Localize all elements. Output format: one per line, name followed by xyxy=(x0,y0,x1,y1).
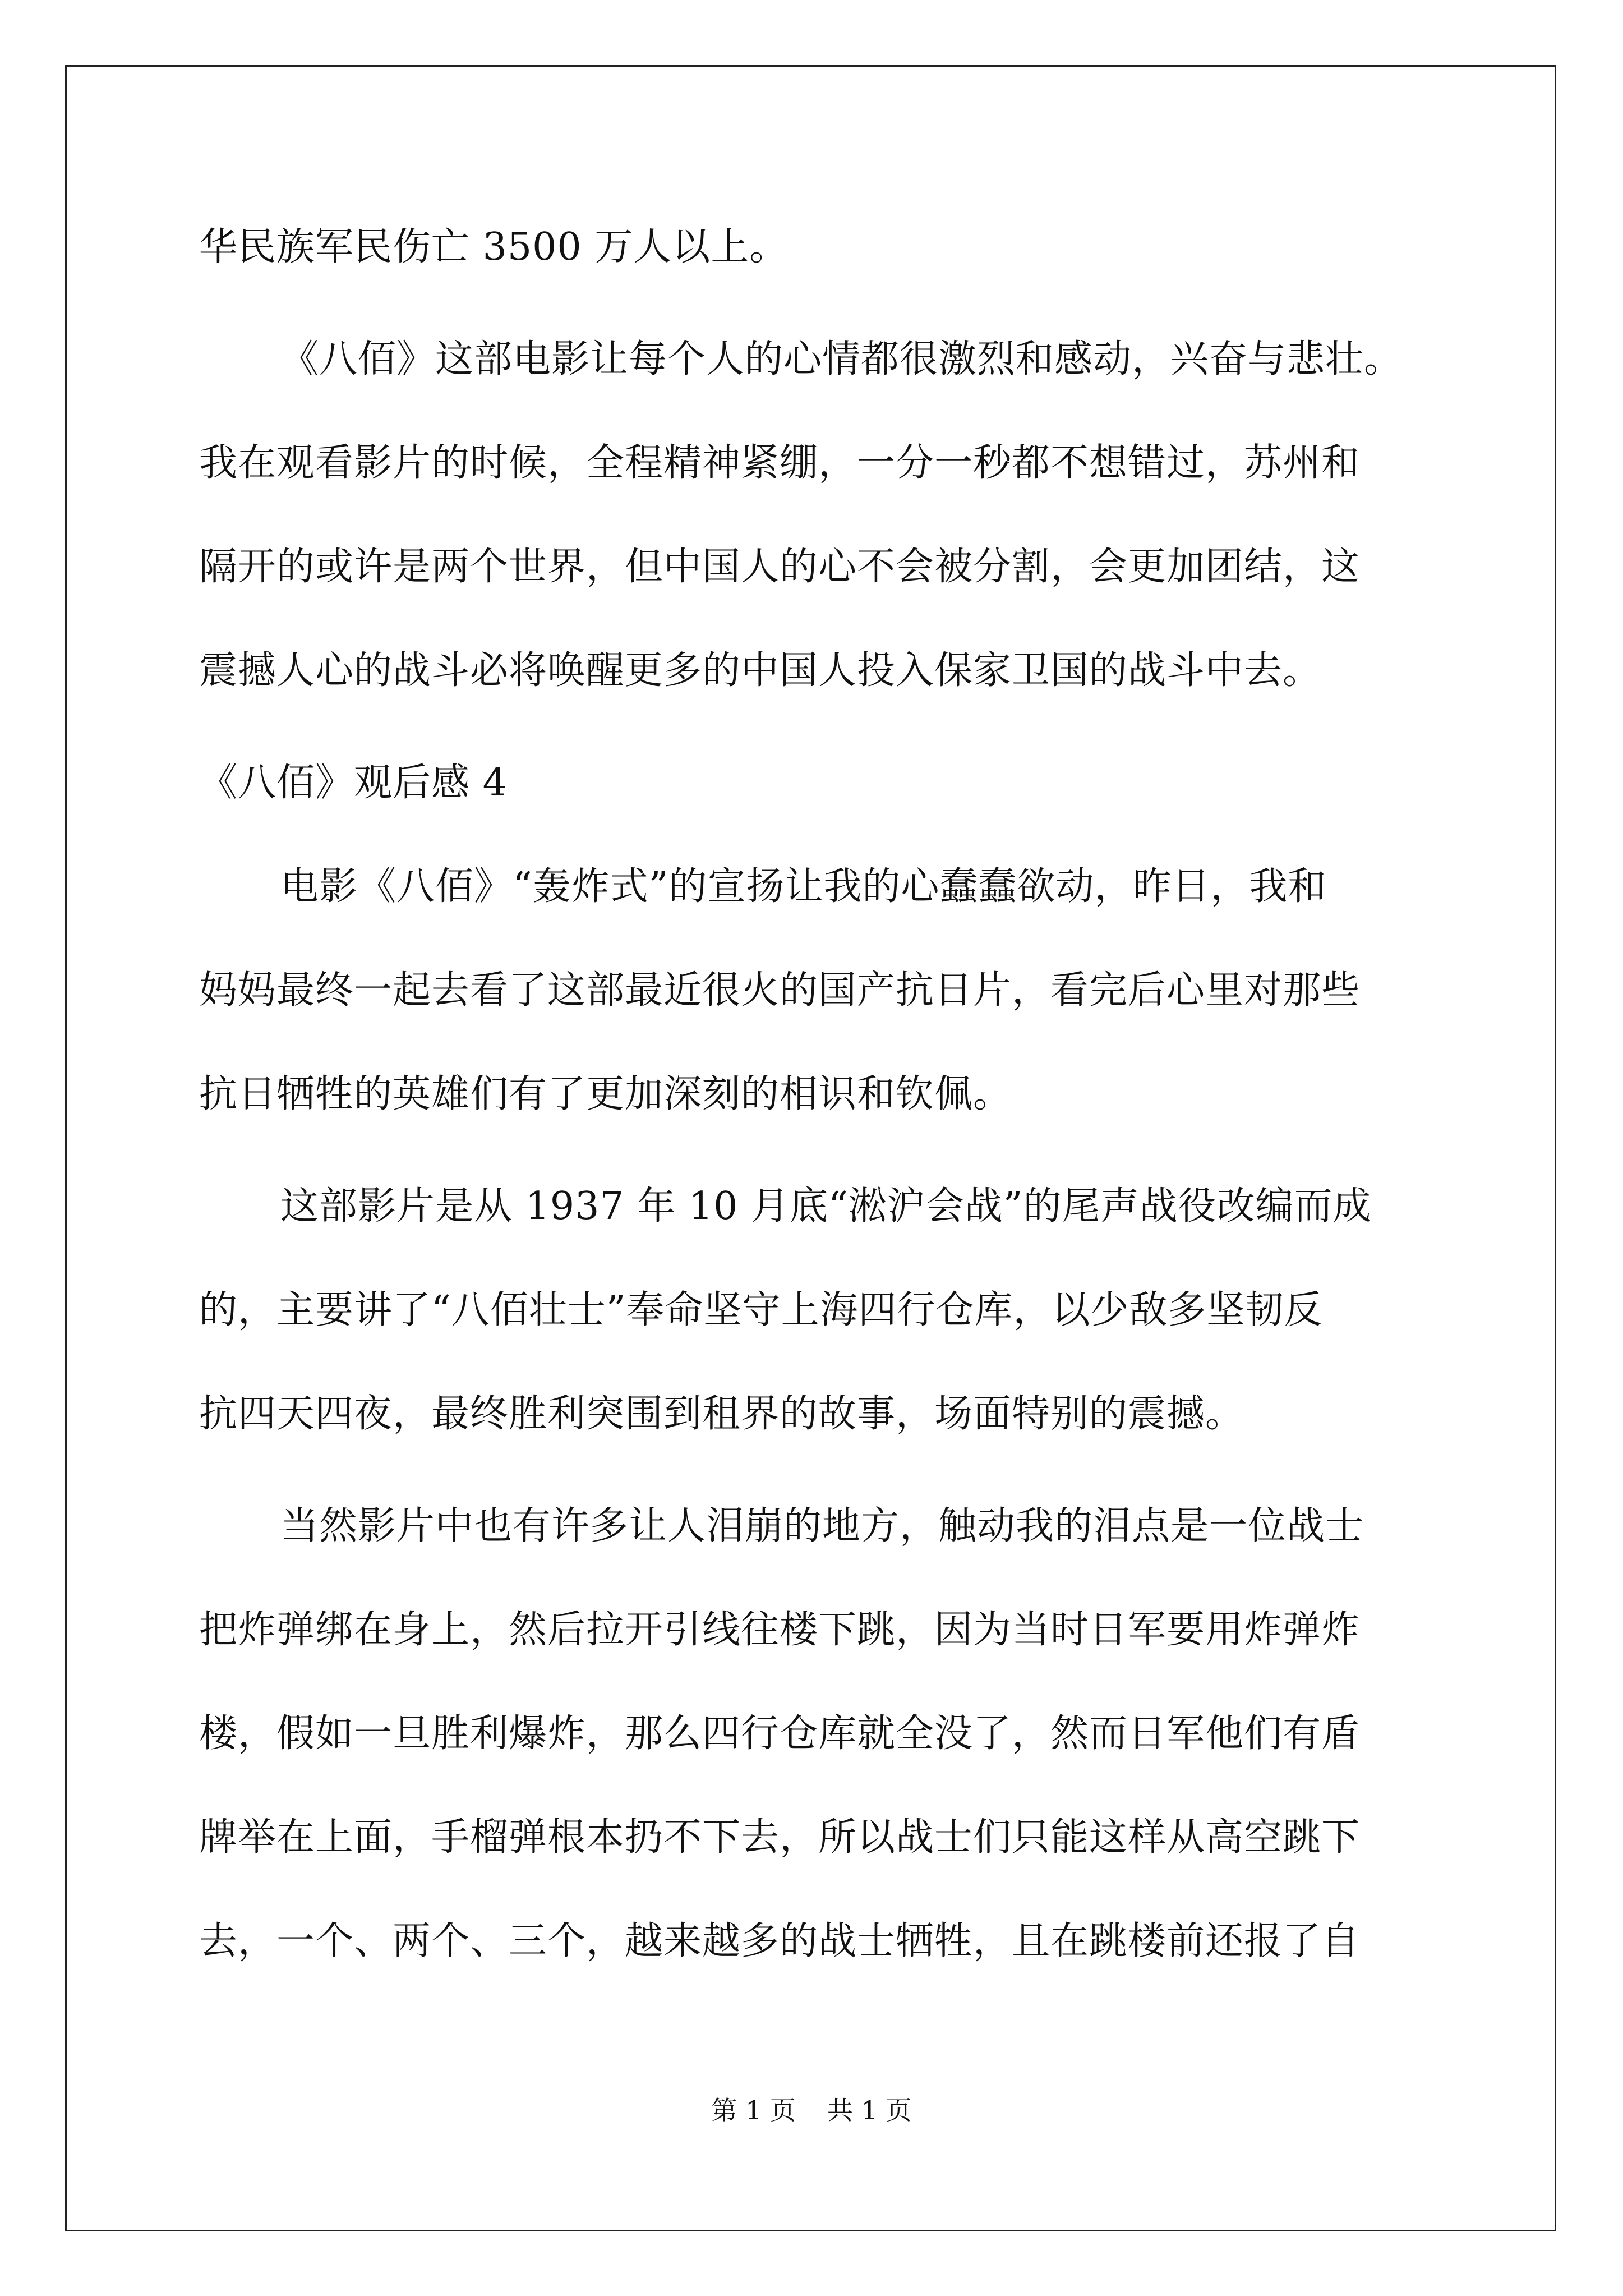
paragraph-line: 《八佰》这部电影让每个人的心情都很激烈和感动，兴奋与悲壮。 xyxy=(280,337,1403,381)
paragraph-line: 把炸弹绑在身上，然后拉开引线往楼下跳，因为当时日军要用炸弹炸 xyxy=(199,1608,1361,1652)
page-number: 第 1 页 xyxy=(711,2095,796,2125)
paragraph-line: 当然影片中也有许多让人泪崩的地方，触动我的泪点是一位战士 xyxy=(280,1504,1364,1548)
paragraph-line: 这部影片是从 1937 年 10 月底“淞沪会战”的尾声战役改编而成 xyxy=(280,1184,1372,1228)
paragraph-line: 楼，假如一旦胜利爆炸，那么四行仓库就全没了，然而日军他们有盾 xyxy=(199,1711,1361,1756)
paragraph-line: 华民族军民伤亡 3500 万人以上。 xyxy=(199,225,789,269)
paragraph-line: 去，一个、两个、三个，越来越多的战士牺牲，且在跳楼前还报了自 xyxy=(199,1919,1361,1963)
paragraph-line: 我在观看影片的时候，全程精神紧绷，一分一秒都不想错过，苏州和 xyxy=(199,441,1361,485)
paragraph-line: 妈妈最终一起去看了这部最近很火的国产抗日片，看完后心里对那些 xyxy=(199,968,1361,1013)
paragraph-line: 隔开的或许是两个世界，但中国人的心不会被分割，会更加团结，这 xyxy=(199,545,1361,589)
paragraph-line: 电影《八佰》“轰炸式”的宣扬让我的心蠢蠢欲动，昨日，我和 xyxy=(280,864,1327,909)
paragraph-line: 抗四天四夜，最终胜利突围到租界的故事，场面特别的震撼。 xyxy=(199,1392,1244,1436)
paragraph-line: 的，主要讲了“八佰壮士”奉命坚守上海四行仓库，以少敌多坚韧反 xyxy=(199,1288,1323,1332)
paragraph-line: 震撼人心的战斗必将唤醒更多的中国人投入保家卫国的战斗中去。 xyxy=(199,648,1322,693)
section-heading: 《八佰》观后感 4 xyxy=(199,761,508,805)
page-total: 共 1 页 xyxy=(827,2095,912,2125)
page-footer xyxy=(0,2093,1623,2127)
paragraph-line: 牌举在上面，手榴弹根本扔不下去，所以战士们只能这样从高空跳下 xyxy=(199,1815,1361,1860)
paragraph-line: 抗日牺牲的英雄们有了更加深刻的相识和钦佩。 xyxy=(199,1072,1012,1116)
